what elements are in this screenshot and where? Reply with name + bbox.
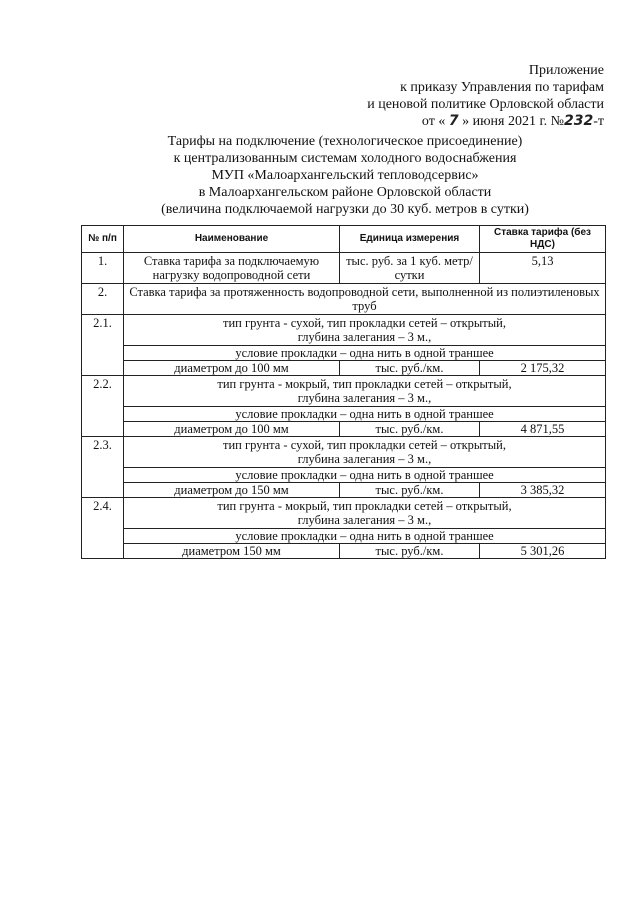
condition-line: глубина залегания – 3 м., [297, 391, 432, 405]
row-condition [124, 376, 606, 407]
row-num: 2.4. [82, 498, 124, 559]
row-diameter: диаметром до 100 мм [124, 361, 340, 376]
row-unit: тыс. руб./км. [340, 483, 480, 498]
condition-line: тип грунта - мокрый, тип прокладки сетей – открытый, [217, 377, 512, 391]
condition-line: тип грунта - сухой, тип прокладки сетей – открытый, [223, 438, 506, 452]
table-row [82, 284, 606, 315]
row-rate: 5 301,26 [480, 544, 606, 559]
row-unit: тыс. руб./км. [340, 422, 480, 437]
row-diameter: диаметром до 100 мм [124, 422, 340, 437]
row-num: 2.1. [82, 315, 124, 376]
row-condition [124, 498, 606, 529]
table-row [82, 498, 606, 529]
row-name: Ставка тарифа за протяженность водопроводной сети, выполненной из полиэтиленовых труб [124, 284, 606, 315]
title-line-5: (величина подключаемой нагрузки до 30 куб. метров в сутки) [161, 202, 529, 217]
title-line-2: к централизованным системам холодного водоснабжения [173, 151, 517, 166]
row-num: 2.2. [82, 376, 124, 437]
table-header-row [82, 226, 606, 253]
appendix-line-3: и ценовой политике Орловской области [367, 97, 604, 112]
title-line-3: МУП «Малоархангельский тепловодсервис» [211, 168, 479, 183]
document-title [100, 133, 590, 218]
row-rate: 5,13 [480, 253, 606, 284]
row-num: 2. [82, 284, 124, 315]
date-mid: » июня 2021 г. № [462, 114, 564, 129]
table-row [82, 253, 606, 284]
table-row [82, 407, 606, 422]
header-name: Наименование [124, 226, 340, 253]
table-row [82, 529, 606, 544]
appendix-date-line [367, 113, 604, 130]
table-row [82, 315, 606, 346]
row-num: 2.3. [82, 437, 124, 498]
header-unit: Единица измерения [340, 226, 480, 253]
row-unit: тыс. руб./км. [340, 544, 480, 559]
date-prefix: от « [421, 114, 446, 129]
order-suffix: -т [593, 114, 604, 129]
condition-line: условие прокладки – одна нить в одной траншее [124, 346, 606, 361]
appendix-line-1: Приложение [528, 63, 604, 78]
condition-line: глубина залегания – 3 м., [297, 452, 432, 466]
table-row [82, 346, 606, 361]
condition-line: условие прокладки – одна нить в одной траншее [124, 529, 606, 544]
row-unit: тыс. руб. за 1 куб. метр/сутки [340, 253, 480, 284]
table-row [82, 468, 606, 483]
condition-line: глубина залегания – 3 м., [297, 513, 432, 527]
row-diameter: диаметром до 150 мм [124, 483, 340, 498]
table-row [82, 544, 606, 559]
handwritten-order-number: 232 [563, 113, 594, 129]
table-row [82, 422, 606, 437]
title-line-4: в Малоархангельском районе Орловской области [198, 185, 492, 200]
row-rate: 4 871,55 [480, 422, 606, 437]
row-condition [124, 437, 606, 468]
tariff-table [81, 225, 606, 559]
row-num: 1. [82, 253, 124, 284]
row-diameter: диаметром 150 мм [124, 544, 340, 559]
handwritten-day: 7 [448, 113, 459, 129]
condition-line: условие прокладки – одна нить в одной траншее [124, 468, 606, 483]
header-num: № п/п [82, 226, 124, 253]
appendix-header [367, 62, 604, 130]
condition-line: глубина залегания – 3 м., [297, 330, 432, 344]
row-rate: 3 385,32 [480, 483, 606, 498]
condition-line: тип грунта - сухой, тип прокладки сетей – открытый, [223, 316, 506, 330]
condition-line: условие прокладки – одна нить в одной траншее [124, 407, 606, 422]
row-rate: 2 175,32 [480, 361, 606, 376]
table-row [82, 361, 606, 376]
row-condition [124, 315, 606, 346]
row-unit: тыс. руб./км. [340, 361, 480, 376]
row-name: Ставка тарифа за подключаемую нагрузку водопроводной сети [124, 253, 340, 284]
title-line-1: Тарифы на подключение (технологическое присоединение) [167, 134, 523, 149]
table-row [82, 437, 606, 468]
condition-line: тип грунта - мокрый, тип прокладки сетей – открытый, [217, 499, 512, 513]
appendix-line-2: к приказу Управления по тарифам [400, 80, 604, 95]
header-rate: Ставка тарифа (без НДС) [480, 226, 606, 253]
table-row [82, 376, 606, 407]
table-row [82, 483, 606, 498]
